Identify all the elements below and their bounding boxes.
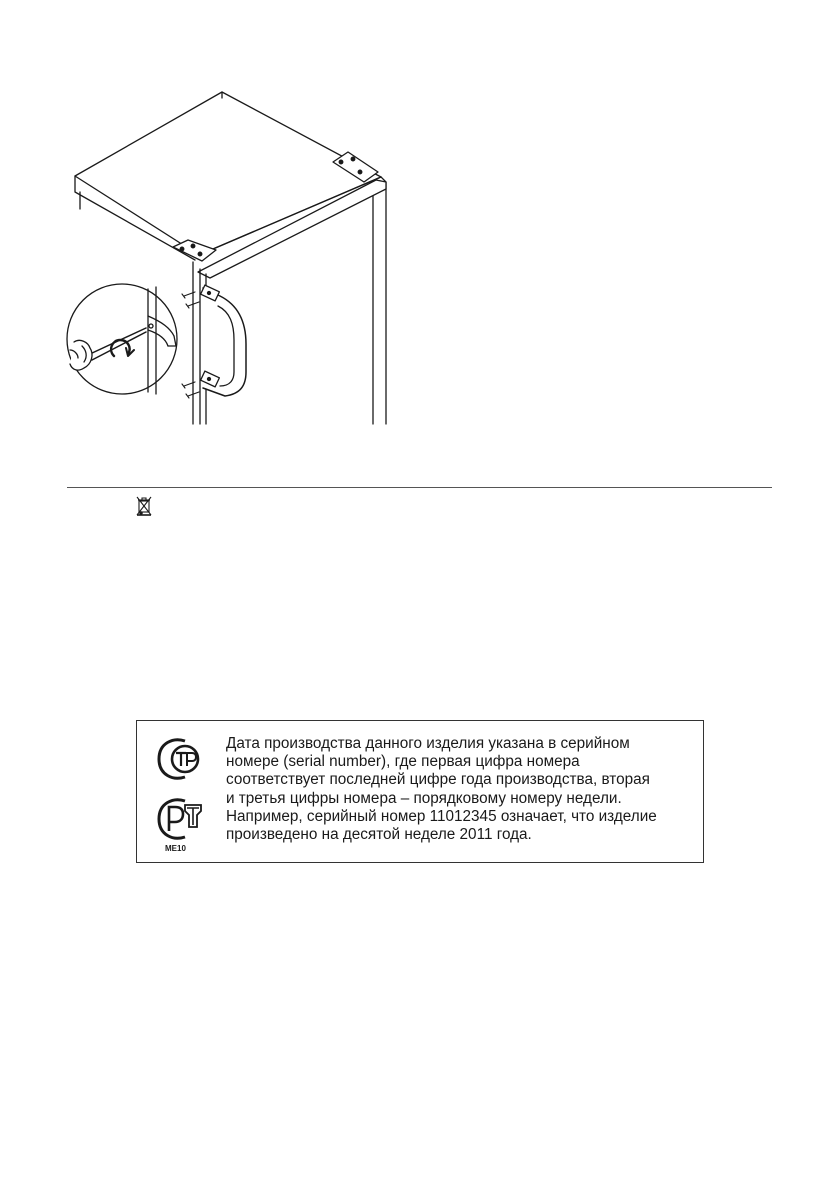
handle-installation-illustration — [60, 84, 400, 434]
certification-info-box — [136, 720, 704, 863]
fridge-right-side — [381, 177, 386, 424]
cert-text-line: и третья цифры номера – порядковому номеру недели. — [226, 789, 622, 807]
crossed-out-wheelie-bin-icon — [135, 496, 153, 516]
fridge-top-surface — [75, 92, 381, 255]
cert-text-line: соответствует последней цифре года производства, вторая — [226, 771, 650, 789]
cert-text-line: произведено на десятой неделе 2011 года. — [226, 826, 532, 844]
cert-text-line: Дата производства данного изделия указана в серийном — [226, 735, 630, 752]
gost-r-certification-mark-icon — [159, 800, 201, 838]
cert-text-line: Например, серийный номер 11012345 означает, что изделие — [226, 807, 657, 825]
screws — [182, 292, 199, 398]
serial-number-explanation — [226, 735, 696, 844]
section-divider — [67, 487, 772, 488]
door-handle — [201, 285, 246, 396]
detail-magnifier — [67, 284, 177, 394]
eac-certification-mark-icon — [159, 740, 198, 778]
certification-logos — [155, 735, 209, 855]
gost-code-label: ME10 — [165, 844, 186, 853]
cert-text-line: номере (serial number), где первая цифра номера — [226, 753, 580, 771]
